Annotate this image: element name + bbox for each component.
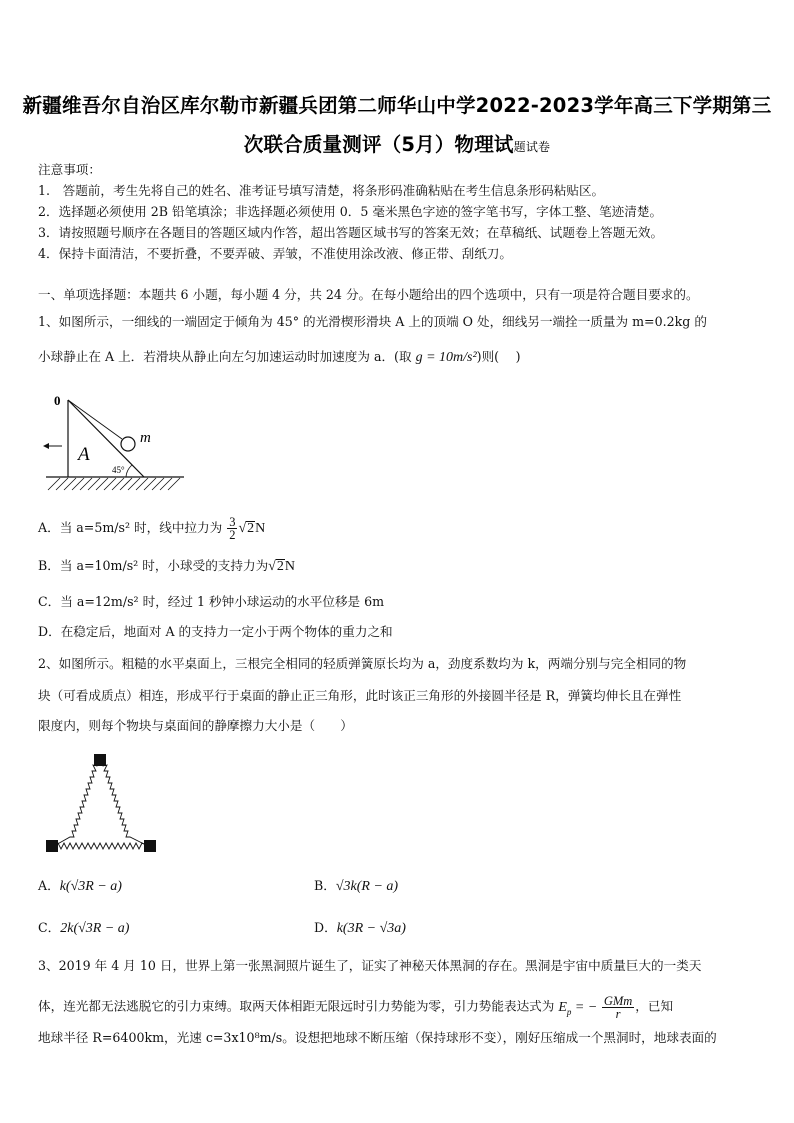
q1-option-d: D．在稳定后，地面对 A 的支持力一定小于两个物体的重力之和 — [38, 624, 393, 639]
exam-title-line1: 新疆维吾尔自治区库尔勒市新疆兵团第二师华山中学2022-2023学年高三下学期第三 — [22, 94, 772, 117]
q2-option-d-expr: k(3R − √3a) — [336, 921, 406, 936]
q2-option-a-expr: k(√3R − a) — [59, 879, 122, 894]
q1-label-angle: 45° — [112, 465, 125, 475]
notice-item-4: 4．保持卡面清洁，不要折叠，不要弄破、弄皱，不准使用涂改液、修正带、刮纸刀。 — [38, 246, 512, 261]
q1-option-b-unit: N — [284, 559, 295, 574]
q2-block-right — [144, 840, 156, 852]
q2-stem-line3: 限度内，则每个物块与桌面间的静摩擦力大小是（ ） — [38, 718, 353, 733]
q1-label-m: m — [140, 430, 151, 446]
q2-block-left — [46, 840, 58, 852]
q1-ball — [121, 437, 135, 451]
exam-title-suffix: 题试卷 — [513, 140, 551, 154]
q2-option-d-label: D． — [314, 920, 337, 935]
q1-option-c: C．当 a=12m/s² 时，经过 1 秒钟小球运动的水平位移是 6m — [38, 594, 385, 609]
q2-block-top — [94, 754, 106, 766]
q2-option-a-label: A． — [38, 878, 60, 893]
q1-gravity-value: g = 10m/s² — [415, 350, 477, 365]
q3-stem-line2 — [38, 995, 673, 1020]
q1-option-a-text: A．当 a=5m/s² 时，线中拉力为 — [38, 520, 223, 535]
q2-spring-triangle-figure — [42, 752, 164, 856]
q1-option-b — [38, 558, 295, 575]
section-heading: 一、单项选择题：本题共 6 小题，每小题 4 分，共 24 分。在每小题给出的四个选项中，只有一项是符合题目要求的。 — [38, 287, 699, 302]
q2-option-c-label: C． — [38, 920, 61, 935]
notice-heading: 注意事项： — [38, 162, 101, 177]
q1-option-b-text: B．当 a=10m/s² 时，小球受的支持力为 — [38, 558, 269, 573]
q1-wedge-figure — [40, 390, 190, 494]
q2-stem-line1: 2、如图所示。粗糙的水平桌面上，三根完全相同的轻质弹簧原长均为 a，劲度系数均为 k，两端分别与完全相同的物 — [38, 656, 687, 671]
q1-label-a: A — [78, 444, 90, 465]
q1-option-a-unit: N — [255, 521, 266, 536]
q2-option-a — [38, 878, 122, 895]
q3-stem-text: 体，连光都无法逃脱它的引力束缚。取两天体相距无限远时引力势能为零，引力势能表达式为 — [38, 998, 559, 1014]
q1-label-o: 0 — [54, 393, 61, 408]
q1-option-a — [38, 516, 265, 541]
q1-option-a-sqrt: √2 — [238, 521, 255, 536]
q3-stem-line1: 3、2019 年 4 月 10 日，世界上第一张黑洞照片诞生了，证实了神秘天体黑洞的存在。黑洞是宇宙中质量巨大的一类天 — [38, 958, 702, 973]
notice-item-2: 2．选择题必须使用 2B 铅笔填涂；非选择题必须使用 0．5 毫米黑色字迹的签字笔书写，字体工整、笔迹清楚。 — [38, 204, 663, 219]
q2-option-c — [38, 920, 129, 937]
q2-option-b — [314, 878, 398, 895]
q2-option-d — [314, 920, 406, 937]
q2-option-c-expr: 2k(√3R − a) — [60, 921, 130, 936]
q1-option-a-fraction: $\frac{3}{2}$ — [229, 515, 236, 542]
q3-stem-line3: 地球半径 R=6400km，光速 c=3x10⁸m/s。设想把地球不断压缩（保持球形不变），刚好压缩成一个黑洞时，地球表面的 — [38, 1030, 717, 1045]
notice-item-3: 3．请按照题号顺序在各题目的答题区域内作答，超出答题区域书写的答案无效；在草稿纸、试题卷上答题无效。 — [38, 225, 664, 240]
notice-item-1: 1. 答题前，考生先将自己的姓名、准考证号填写清楚，将条形码准确粘贴在考生信息条形码粘贴区。 — [38, 183, 605, 198]
exam-title-line2 — [0, 129, 794, 157]
q2-stem-line2: 块（可看成质点）相连，形成平行于桌面的静止正三角形，此时该正三角形的外接圆半径是 R，弹簧均伸长且在弹性 — [38, 688, 682, 703]
q1-option-b-sqrt: √2 — [268, 559, 284, 574]
exam-title-main: 次联合质量测评（5月）物理试 — [243, 133, 514, 156]
q1-stem-tail: )则( ) — [476, 349, 521, 364]
q1-stem-line2 — [38, 349, 521, 366]
q1-stem-text: 小球静止在 A 上．若滑块从静止向左匀加速运动时加速度为 a．(取 — [38, 349, 416, 364]
q2-option-b-label: B． — [314, 878, 336, 893]
q2-option-b-expr: √3k(R − a) — [335, 879, 399, 894]
q3-stem-tail: ，已知 — [635, 998, 674, 1014]
q3-formula: $E_p$ = − $\frac{\text{GMm}}{r}$ — [558, 994, 633, 1021]
q1-stem-line1: 1、如图所示，一细线的一端固定于倾角为 45° 的光滑楔形滑块 A 上的顶端 O 处，细线另一端拴一质量为 m=0.2kg 的 — [38, 314, 707, 329]
